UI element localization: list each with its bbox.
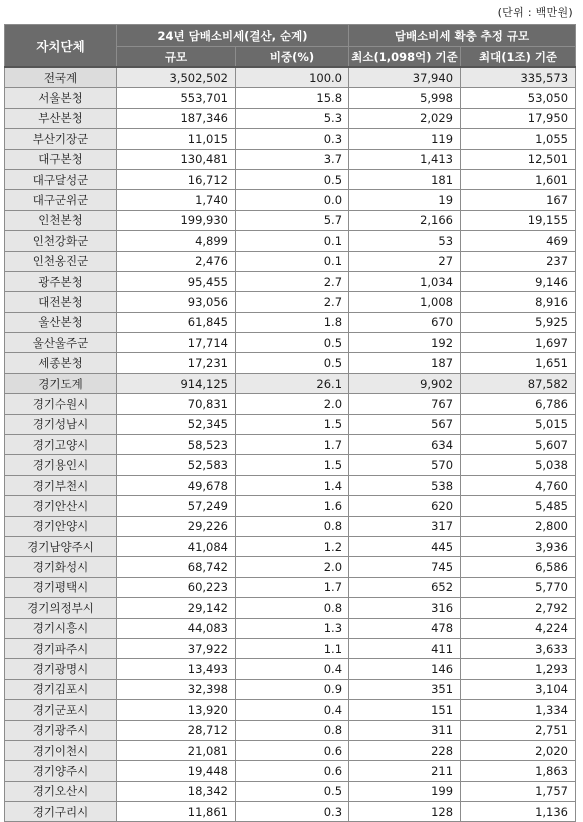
share-cell: 1.1: [236, 638, 349, 658]
region-name-cell: 인천옹진군: [5, 251, 117, 271]
header-group-expansion-estimate: 담배소비세 확충 추정 규모: [349, 25, 576, 47]
min-basis-cell: 211: [349, 761, 461, 781]
share-cell: 100.0: [236, 67, 349, 88]
region-name-cell: 인천강화군: [5, 231, 117, 251]
scale-cell: 914,125: [117, 373, 236, 393]
share-cell: 26.1: [236, 373, 349, 393]
share-cell: 1.7: [236, 577, 349, 597]
min-basis-cell: 9,902: [349, 373, 461, 393]
min-basis-cell: 311: [349, 720, 461, 740]
region-name-cell: 경기부천시: [5, 475, 117, 495]
min-basis-cell: 745: [349, 557, 461, 577]
max-basis-cell: 17,950: [461, 108, 576, 128]
table-row: [5, 231, 576, 251]
min-basis-cell: 2,029: [349, 108, 461, 128]
min-basis-cell: 620: [349, 496, 461, 516]
max-basis-cell: 1,863: [461, 761, 576, 781]
max-basis-cell: 5,485: [461, 496, 576, 516]
table-row: [5, 455, 576, 475]
header-scale: 규모: [117, 47, 236, 68]
min-basis-cell: 317: [349, 516, 461, 536]
region-name-cell: 경기의정부시: [5, 598, 117, 618]
share-cell: 5.7: [236, 210, 349, 230]
min-basis-cell: 199: [349, 781, 461, 801]
table-row: [5, 149, 576, 169]
region-name-cell: 울산울주군: [5, 333, 117, 353]
table-row: [5, 516, 576, 536]
share-cell: 0.4: [236, 659, 349, 679]
max-basis-cell: 3,936: [461, 536, 576, 556]
max-basis-cell: 5,770: [461, 577, 576, 597]
max-basis-cell: 1,697: [461, 333, 576, 353]
share-cell: 2.0: [236, 557, 349, 577]
table-row: [5, 312, 576, 332]
scale-cell: 17,231: [117, 353, 236, 373]
share-cell: 0.8: [236, 516, 349, 536]
scale-cell: 37,922: [117, 638, 236, 658]
max-basis-cell: 8,916: [461, 292, 576, 312]
region-name-cell: 대구본청: [5, 149, 117, 169]
scale-cell: 17,714: [117, 333, 236, 353]
min-basis-cell: 567: [349, 414, 461, 434]
share-cell: 0.3: [236, 129, 349, 149]
region-name-cell: 경기이천시: [5, 740, 117, 760]
region-name-cell: 경기군포시: [5, 700, 117, 720]
max-basis-cell: 469: [461, 231, 576, 251]
min-basis-cell: 351: [349, 679, 461, 699]
share-cell: 5.3: [236, 108, 349, 128]
region-name-cell: 광주본청: [5, 271, 117, 291]
max-basis-cell: 1,757: [461, 781, 576, 801]
scale-cell: 93,056: [117, 292, 236, 312]
max-basis-cell: 6,786: [461, 394, 576, 414]
scale-cell: 199,930: [117, 210, 236, 230]
scale-cell: 553,701: [117, 88, 236, 108]
scale-cell: 28,712: [117, 720, 236, 740]
region-name-cell: 경기고양시: [5, 435, 117, 455]
scale-cell: 44,083: [117, 618, 236, 638]
scale-cell: 1,740: [117, 190, 236, 210]
scale-cell: 19,448: [117, 761, 236, 781]
min-basis-cell: 767: [349, 394, 461, 414]
header-group-2024-tax: 24년 담배소비세(결산, 순계): [117, 25, 349, 47]
share-cell: 1.6: [236, 496, 349, 516]
table-row: [5, 598, 576, 618]
header-share: 비중(%): [236, 47, 349, 68]
scale-cell: 95,455: [117, 271, 236, 291]
min-basis-cell: 316: [349, 598, 461, 618]
max-basis-cell: 2,800: [461, 516, 576, 536]
share-cell: 1.5: [236, 414, 349, 434]
share-cell: 0.1: [236, 231, 349, 251]
max-basis-cell: 3,633: [461, 638, 576, 658]
share-cell: 0.8: [236, 598, 349, 618]
table-row: [5, 557, 576, 577]
min-basis-cell: 478: [349, 618, 461, 638]
region-name-cell: 경기광주시: [5, 720, 117, 740]
max-basis-cell: 335,573: [461, 67, 576, 88]
max-basis-cell: 167: [461, 190, 576, 210]
scale-cell: 52,583: [117, 455, 236, 475]
min-basis-cell: 19: [349, 190, 461, 210]
share-cell: 0.3: [236, 802, 349, 822]
table-row: [5, 333, 576, 353]
scale-cell: 61,845: [117, 312, 236, 332]
scale-cell: 49,678: [117, 475, 236, 495]
share-cell: 0.5: [236, 169, 349, 189]
table-row: [5, 577, 576, 597]
min-basis-cell: 119: [349, 129, 461, 149]
table-row: [5, 761, 576, 781]
min-basis-cell: 128: [349, 802, 461, 822]
max-basis-cell: 53,050: [461, 88, 576, 108]
table-row: [5, 169, 576, 189]
share-cell: 1.4: [236, 475, 349, 495]
table-row: [5, 700, 576, 720]
scale-cell: 70,831: [117, 394, 236, 414]
scale-cell: 41,084: [117, 536, 236, 556]
scale-cell: 187,346: [117, 108, 236, 128]
scale-cell: 57,249: [117, 496, 236, 516]
region-name-cell: 대구군위군: [5, 190, 117, 210]
min-basis-cell: 2,166: [349, 210, 461, 230]
max-basis-cell: 3,104: [461, 679, 576, 699]
max-basis-cell: 12,501: [461, 149, 576, 169]
table-row: [5, 108, 576, 128]
region-name-cell: 경기도계: [5, 373, 117, 393]
table-row: [5, 210, 576, 230]
min-basis-cell: 37,940: [349, 67, 461, 88]
share-cell: 2.7: [236, 271, 349, 291]
table-row: [5, 740, 576, 760]
region-name-cell: 경기오산시: [5, 781, 117, 801]
max-basis-cell: 1,136: [461, 802, 576, 822]
max-basis-cell: 1,651: [461, 353, 576, 373]
region-name-cell: 부산본청: [5, 108, 117, 128]
table-row: [5, 88, 576, 108]
max-basis-cell: 5,607: [461, 435, 576, 455]
share-cell: 0.5: [236, 353, 349, 373]
region-name-cell: 경기양주시: [5, 761, 117, 781]
scale-cell: 3,502,502: [117, 67, 236, 88]
table-row: [5, 394, 576, 414]
region-name-cell: 부산기장군: [5, 129, 117, 149]
share-cell: 0.5: [236, 333, 349, 353]
min-basis-cell: 5,998: [349, 88, 461, 108]
region-name-cell: 경기파주시: [5, 638, 117, 658]
region-name-cell: 서울본청: [5, 88, 117, 108]
max-basis-cell: 5,038: [461, 455, 576, 475]
region-name-cell: 경기평택시: [5, 577, 117, 597]
table-row: [5, 475, 576, 495]
share-cell: 0.0: [236, 190, 349, 210]
share-cell: 1.3: [236, 618, 349, 638]
unit-note: (단위 : 백만원): [497, 6, 573, 19]
scale-cell: 29,226: [117, 516, 236, 536]
min-basis-cell: 634: [349, 435, 461, 455]
min-basis-cell: 670: [349, 312, 461, 332]
max-basis-cell: 9,146: [461, 271, 576, 291]
table-row: [5, 373, 576, 393]
table-row: [5, 67, 576, 88]
region-name-cell: 대구달성군: [5, 169, 117, 189]
max-basis-cell: 4,224: [461, 618, 576, 638]
scale-cell: 13,920: [117, 700, 236, 720]
share-cell: 0.4: [236, 700, 349, 720]
region-name-cell: 경기성남시: [5, 414, 117, 434]
min-basis-cell: 445: [349, 536, 461, 556]
share-cell: 15.8: [236, 88, 349, 108]
region-name-cell: 인천본청: [5, 210, 117, 230]
scale-cell: 58,523: [117, 435, 236, 455]
scale-cell: 60,223: [117, 577, 236, 597]
scale-cell: 11,015: [117, 129, 236, 149]
min-basis-cell: 538: [349, 475, 461, 495]
share-cell: 2.7: [236, 292, 349, 312]
region-name-cell: 경기안산시: [5, 496, 117, 516]
share-cell: 0.9: [236, 679, 349, 699]
region-name-cell: 경기김포시: [5, 679, 117, 699]
max-basis-cell: 1,601: [461, 169, 576, 189]
max-basis-cell: 1,055: [461, 129, 576, 149]
region-name-cell: 경기안양시: [5, 516, 117, 536]
min-basis-cell: 1,008: [349, 292, 461, 312]
region-name-cell: 경기수원시: [5, 394, 117, 414]
table-header: [5, 25, 576, 68]
table-row: [5, 638, 576, 658]
region-name-cell: 세종본청: [5, 353, 117, 373]
header-max-basis: 최대(1조) 기준: [461, 47, 576, 68]
scale-cell: 18,342: [117, 781, 236, 801]
table-row: [5, 781, 576, 801]
scale-cell: 16,712: [117, 169, 236, 189]
min-basis-cell: 53: [349, 231, 461, 251]
table-row: [5, 720, 576, 740]
scale-cell: 11,861: [117, 802, 236, 822]
share-cell: 2.0: [236, 394, 349, 414]
max-basis-cell: 5,015: [461, 414, 576, 434]
share-cell: 0.8: [236, 720, 349, 740]
max-basis-cell: 2,751: [461, 720, 576, 740]
share-cell: 0.1: [236, 251, 349, 271]
share-cell: 1.8: [236, 312, 349, 332]
min-basis-cell: 192: [349, 333, 461, 353]
min-basis-cell: 652: [349, 577, 461, 597]
min-basis-cell: 228: [349, 740, 461, 760]
region-name-cell: 전국계: [5, 67, 117, 88]
max-basis-cell: 87,582: [461, 373, 576, 393]
min-basis-cell: 27: [349, 251, 461, 271]
scale-cell: 52,345: [117, 414, 236, 434]
scale-cell: 32,398: [117, 679, 236, 699]
scale-cell: 21,081: [117, 740, 236, 760]
region-name-cell: 울산본청: [5, 312, 117, 332]
scale-cell: 2,476: [117, 251, 236, 271]
min-basis-cell: 146: [349, 659, 461, 679]
region-name-cell: 경기구리시: [5, 802, 117, 822]
table-row: [5, 190, 576, 210]
max-basis-cell: 237: [461, 251, 576, 271]
region-name-cell: 경기용인시: [5, 455, 117, 475]
max-basis-cell: 1,334: [461, 700, 576, 720]
share-cell: 1.2: [236, 536, 349, 556]
region-name-cell: 경기광명시: [5, 659, 117, 679]
max-basis-cell: 19,155: [461, 210, 576, 230]
max-basis-cell: 2,020: [461, 740, 576, 760]
min-basis-cell: 570: [349, 455, 461, 475]
share-cell: 1.7: [236, 435, 349, 455]
table-row: [5, 536, 576, 556]
table-row: [5, 618, 576, 638]
max-basis-cell: 2,792: [461, 598, 576, 618]
min-basis-cell: 187: [349, 353, 461, 373]
scale-cell: 130,481: [117, 149, 236, 169]
scale-cell: 29,142: [117, 598, 236, 618]
table-row: [5, 271, 576, 291]
min-basis-cell: 1,413: [349, 149, 461, 169]
table-row: [5, 435, 576, 455]
max-basis-cell: 6,586: [461, 557, 576, 577]
header-region: 자치단체: [5, 25, 117, 68]
table-row: [5, 292, 576, 312]
region-name-cell: 경기시흥시: [5, 618, 117, 638]
table-row: [5, 353, 576, 373]
min-basis-cell: 181: [349, 169, 461, 189]
table-row: [5, 679, 576, 699]
region-name-cell: 대전본청: [5, 292, 117, 312]
scale-cell: 68,742: [117, 557, 236, 577]
share-cell: 0.6: [236, 740, 349, 760]
table-row: [5, 129, 576, 149]
share-cell: 1.5: [236, 455, 349, 475]
scale-cell: 4,899: [117, 231, 236, 251]
table-row: [5, 659, 576, 679]
table-row: [5, 251, 576, 271]
min-basis-cell: 1,034: [349, 271, 461, 291]
max-basis-cell: 5,925: [461, 312, 576, 332]
table-row: [5, 496, 576, 516]
share-cell: 0.6: [236, 761, 349, 781]
table-row: [5, 802, 576, 822]
share-cell: 0.5: [236, 781, 349, 801]
tobacco-tax-table: [4, 24, 576, 822]
min-basis-cell: 411: [349, 638, 461, 658]
table-body: [5, 67, 576, 822]
header-min-basis: 최소(1,098억) 기준: [349, 47, 461, 68]
max-basis-cell: 4,760: [461, 475, 576, 495]
region-name-cell: 경기남양주시: [5, 536, 117, 556]
min-basis-cell: 151: [349, 700, 461, 720]
table-row: [5, 414, 576, 434]
max-basis-cell: 1,293: [461, 659, 576, 679]
share-cell: 3.7: [236, 149, 349, 169]
scale-cell: 13,493: [117, 659, 236, 679]
region-name-cell: 경기화성시: [5, 557, 117, 577]
